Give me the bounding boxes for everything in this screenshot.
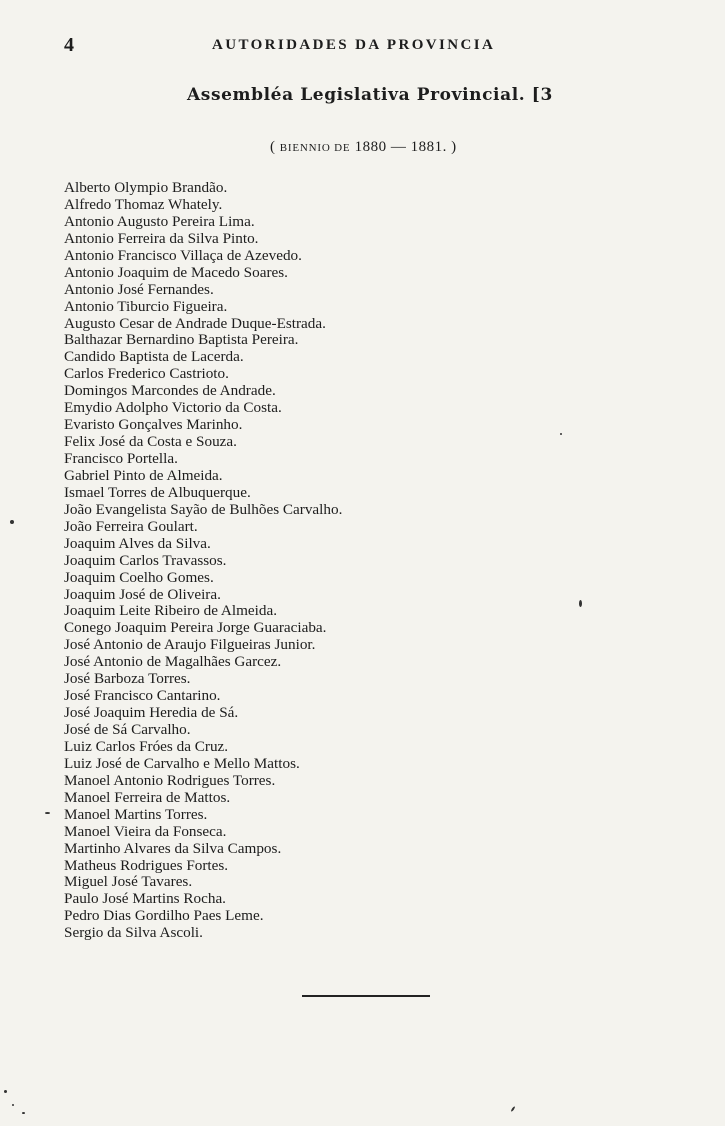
- member-name: Luiz Carlos Fróes da Cruz.: [64, 737, 229, 755]
- period-line: [270, 139, 457, 156]
- member-name: Antonio Augusto Pereira Lima.: [64, 212, 255, 230]
- member-name: José Antonio de Araujo Filgueiras Junior.: [64, 636, 316, 654]
- member-name: Emydio Adolpho Victorio da Costa.: [64, 399, 282, 417]
- member-name: José Francisco Cantarino.: [64, 687, 221, 705]
- member-name: Evaristo Gonçalves Marinho.: [64, 416, 243, 434]
- member-name: Balthazar Bernardino Baptista Pereira.: [64, 331, 299, 349]
- member-name: José Antonio de Magalhães Garcez.: [64, 653, 282, 671]
- member-name: Manoel Vieira da Fonseca.: [64, 822, 227, 840]
- ink-speck: [579, 600, 582, 607]
- running-title: AUTORIDADES DA PROVINCIA: [212, 37, 496, 53]
- member-name: Alberto Olympio Brandão.: [64, 179, 228, 196]
- period-label: BIENNIO DE: [279, 142, 351, 154]
- section-title: Assembléa Legislativa Provincial. [3: [187, 85, 553, 105]
- member-name: Alfredo Thomaz Whately.: [64, 195, 223, 213]
- member-name: Manoel Antonio Rodrigues Torres.: [64, 771, 276, 789]
- period-open: (: [270, 139, 280, 155]
- member-name: José Joaquim Heredia de Sá.: [64, 704, 239, 722]
- member-name: João Ferreira Goulart.: [64, 517, 198, 535]
- member-name: Antonio José Fernandes.: [64, 280, 214, 298]
- ink-speck: [510, 1106, 515, 1112]
- member-name: José Barboza Torres.: [64, 670, 191, 688]
- ink-speck: [10, 520, 14, 524]
- member-name: Joaquim Alves da Silva.: [64, 534, 211, 552]
- member-name: Sergio da Silva Ascoli.: [64, 924, 203, 942]
- member-name: Antonio Francisco Villaça de Azevedo.: [64, 246, 302, 264]
- member-name: Antonio Joaquim de Macedo Soares.: [64, 263, 288, 281]
- member-name: Manoel Martins Torres.: [64, 805, 208, 823]
- member-name: Conego Joaquim Pereira Jorge Guaraciaba.: [64, 619, 327, 637]
- member-name: Domingos Marcondes de Andrade.: [64, 382, 276, 400]
- ink-speck: [45, 812, 50, 814]
- member-name: Luiz José de Carvalho e Mello Mattos.: [64, 754, 300, 772]
- member-name: José de Sá Carvalho.: [64, 721, 191, 738]
- period-years: 1880 — 1881. ): [350, 139, 457, 155]
- member-name: Joaquim Coelho Gomes.: [64, 568, 214, 586]
- member-name: Matheus Rodrigues Fortes.: [64, 856, 229, 874]
- ink-speck: [12, 1104, 14, 1106]
- member-name: Carlos Frederico Castrioto.: [64, 365, 229, 383]
- member-name: Augusto Cesar de Andrade Duque-Estrada.: [64, 314, 326, 332]
- member-name: Manoel Ferreira de Mattos.: [64, 788, 231, 806]
- ink-speck: [22, 1112, 25, 1114]
- member-name: João Evangelista Sayão de Bulhões Carvalho.: [64, 500, 343, 518]
- member-name: Gabriel Pinto de Almeida.: [64, 466, 223, 484]
- member-name: Martinho Alvares da Silva Campos.: [64, 839, 282, 857]
- member-name: Ismael Torres de Albuquerque.: [64, 483, 251, 501]
- closing-rule: [302, 995, 430, 997]
- member-name: Candido Baptista de Lacerda.: [64, 348, 244, 366]
- member-name: Joaquim José de Oliveira.: [64, 585, 221, 603]
- member-name: Pedro Dias Gordilho Paes Leme.: [64, 907, 264, 925]
- member-name: Antonio Tiburcio Figueira.: [64, 297, 228, 315]
- member-name: Joaquim Carlos Travassos.: [64, 551, 227, 569]
- ink-speck: [4, 1090, 7, 1093]
- member-name: Miguel José Tavares.: [64, 873, 193, 891]
- member-list: [64, 180, 342, 942]
- member-name: Antonio Ferreira da Silva Pinto.: [64, 229, 259, 247]
- member-name: Joaquim Leite Ribeiro de Almeida.: [64, 602, 277, 620]
- page-number: 4: [64, 34, 74, 56]
- member-name: Paulo José Martins Rocha.: [64, 890, 226, 908]
- ink-speck: [560, 433, 562, 435]
- member-name: Francisco Portella.: [64, 450, 178, 467]
- member-name: Felix José da Costa e Souza.: [64, 433, 237, 451]
